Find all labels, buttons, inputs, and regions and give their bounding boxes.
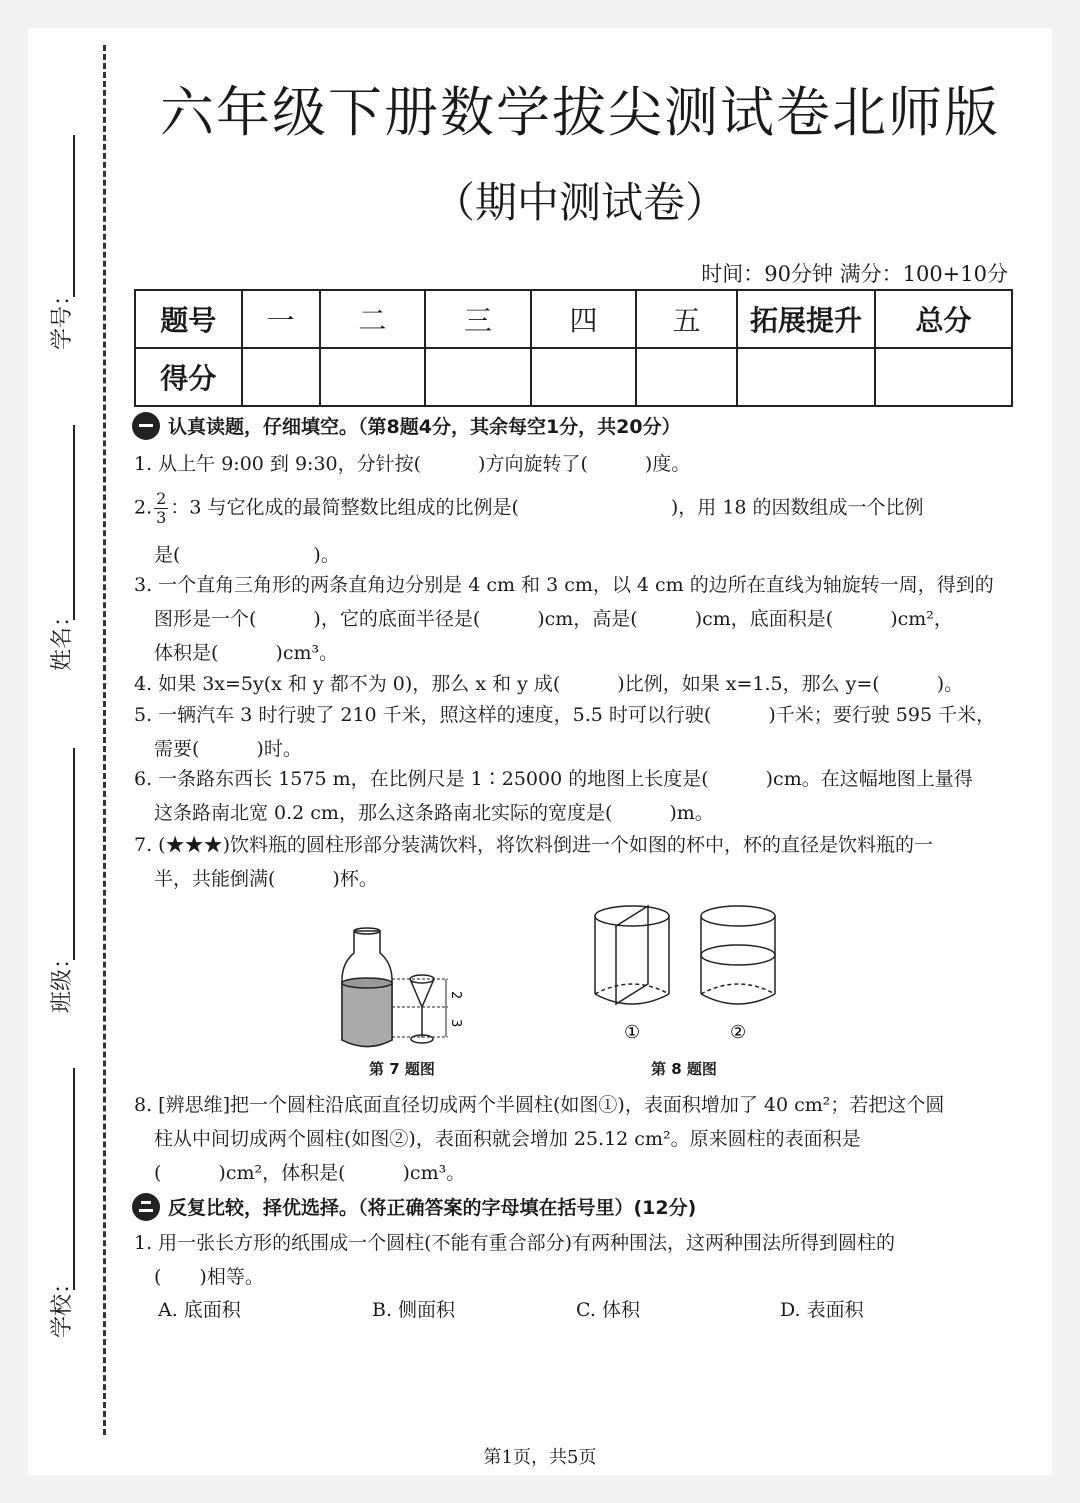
score-table-score-row	[135, 348, 1012, 406]
page-title: 六年级下册数学拔尖测试卷北师版	[160, 81, 1000, 144]
option-b[interactable]: B. 侧面积	[372, 1299, 456, 1321]
score-header-cell: 总分	[875, 290, 1012, 348]
score-header-cell: 二	[320, 290, 426, 348]
option-c[interactable]: C. 体积	[576, 1299, 640, 1321]
question-1-7	[134, 828, 1004, 896]
fig8-label-2: ②	[730, 1022, 747, 1043]
score-header-cell: 四	[531, 290, 637, 348]
score-table	[134, 289, 1013, 407]
section-2-title: 反复比较，择优选择。（将正确答案的字母填在括号里）(12分)	[168, 1197, 697, 1219]
q8-line2: 柱从中间切成两个圆柱(如图②)，表面积就会增加 25.12 cm²。原来圆柱的表面积是	[154, 1128, 861, 1150]
q2-fraction-numerator: 2	[156, 489, 167, 508]
section-1-title: 认真读题，仔细填空。（第8题4分，其余每空1分，共20分）	[168, 416, 681, 438]
figure-8-caption: 第 8 题图	[651, 1060, 717, 1078]
q5-line2: 需要( )时。	[154, 738, 302, 760]
fig7-dim-2: 2	[448, 991, 463, 1000]
q6-line1: 6. 一条路东西长 1575 m，在比例尺是 1∶25000 的地图上长度是( )cm。在这幅地图上量得	[134, 768, 973, 790]
question-1-5	[134, 698, 1004, 766]
section-1-heading	[132, 412, 681, 442]
question-1-8	[134, 1088, 1004, 1190]
q2-fraction-denominator: 3	[156, 508, 167, 527]
question-2-1	[134, 1226, 1004, 1294]
figure-7-bottle-and-cup	[330, 925, 480, 1060]
q3-line3: 体积是( )cm³。	[154, 642, 339, 664]
time-info: 时间：90分钟 满分：100+10分	[701, 262, 1008, 286]
question-1-3	[134, 568, 1004, 670]
score-table-header-row	[135, 290, 1012, 348]
page-footer: 第1页，共5页	[483, 1447, 597, 1468]
name-label	[50, 641, 76, 671]
score-cell[interactable]	[242, 348, 320, 406]
question-1-6	[134, 762, 1004, 830]
question-1-4: 4. 如果 3x=5y(x 和 y 都不为 0)，那么 x 和 y 成( )比例，如果 x=1.5，那么 y=( )。	[134, 673, 964, 695]
score-cell[interactable]	[531, 348, 637, 406]
q8-line3: ( )cm²，体积是( )cm³。	[154, 1162, 466, 1184]
q7-line2: 半，共能倒满( )杯。	[154, 868, 378, 890]
score-row-label: 得分	[135, 348, 242, 406]
section-2-heading	[132, 1193, 696, 1223]
figure-8-cylinders	[588, 900, 788, 1050]
class-label	[50, 983, 76, 1013]
question-1-2-cont	[134, 538, 1004, 572]
option-d[interactable]: D. 表面积	[780, 1299, 864, 1321]
score-header-cell: 三	[425, 290, 531, 348]
q2-number: 2.	[134, 496, 153, 519]
q8-line1: 8. [辨思维]把一个圆柱沿底面直径切成两个半圆柱(如图①)，表面积增加了 40 cm²；若把这个圆	[134, 1094, 945, 1116]
option-a[interactable]: A. 底面积	[158, 1299, 241, 1321]
score-header-cell: 题号	[135, 290, 242, 348]
fig8-label-1: ①	[624, 1022, 641, 1043]
q2-fraction	[154, 490, 168, 527]
q6-line2: 这条路南北宽 0.2 cm，那么这条路南北实际的宽度是( )m。	[154, 802, 714, 824]
q2-1-line2: ( )相等。	[154, 1266, 264, 1288]
score-cell[interactable]	[875, 348, 1012, 406]
section-1-badge-icon	[132, 412, 160, 440]
q3-line2: 图形是一个( )，它的底面半径是( )cm，高是( )cm，底面积是( )cm²，	[154, 608, 953, 630]
score-header-cell: 五	[636, 290, 737, 348]
q2-line2: 是( )。	[154, 544, 340, 566]
score-cell[interactable]	[737, 348, 875, 406]
school-line	[73, 1068, 75, 1290]
question-1-2	[134, 490, 1004, 527]
fig7-dim-3: 3	[448, 1019, 463, 1028]
school-label	[50, 1308, 76, 1338]
q7-line1: 7. (★★★)饮料瓶的圆柱形部分装满饮料，将饮料倒进一个如图的杯中，杯的直径是饮料瓶的一	[134, 834, 933, 856]
score-header-cell: 拓展提升	[737, 290, 875, 348]
q3-line1: 3. 一个直角三角形的两条直角边分别是 4 cm 和 3 cm，以 4 cm 的边所在直线为轴旋转一周，得到的	[134, 574, 994, 596]
q2-line1: ：3 与它化成的最简整数比组成的比例是( )，用 18 的因数组成一个比例	[170, 496, 924, 519]
class-line	[73, 748, 75, 960]
score-cell[interactable]	[636, 348, 737, 406]
page-subtitle: （期中测试卷）	[432, 178, 727, 227]
student-id-line	[73, 135, 75, 297]
figure-7-caption: 第 7 题图	[369, 1060, 435, 1078]
question-1-1: 1. 从上午 9:00 到 9:30，分针按( )方向旋转了( )度。	[134, 453, 691, 475]
q2-1-line1: 1. 用一张长方形的纸围成一个圆柱(不能有重合部分)有两种围法，这两种围法所得到圆柱的	[134, 1232, 895, 1254]
score-cell[interactable]	[425, 348, 531, 406]
q5-line1: 5. 一辆汽车 3 时行驶了 210 千米，照这样的速度，5.5 时可以行驶( )千米；要行驶 595 千米，	[134, 704, 996, 726]
score-header-cell: 一	[242, 290, 320, 348]
name-line	[73, 425, 75, 620]
student-id-label	[50, 320, 76, 350]
binding-dashed-line	[103, 45, 106, 1435]
score-cell[interactable]	[320, 348, 426, 406]
section-2-badge-icon	[132, 1193, 160, 1221]
